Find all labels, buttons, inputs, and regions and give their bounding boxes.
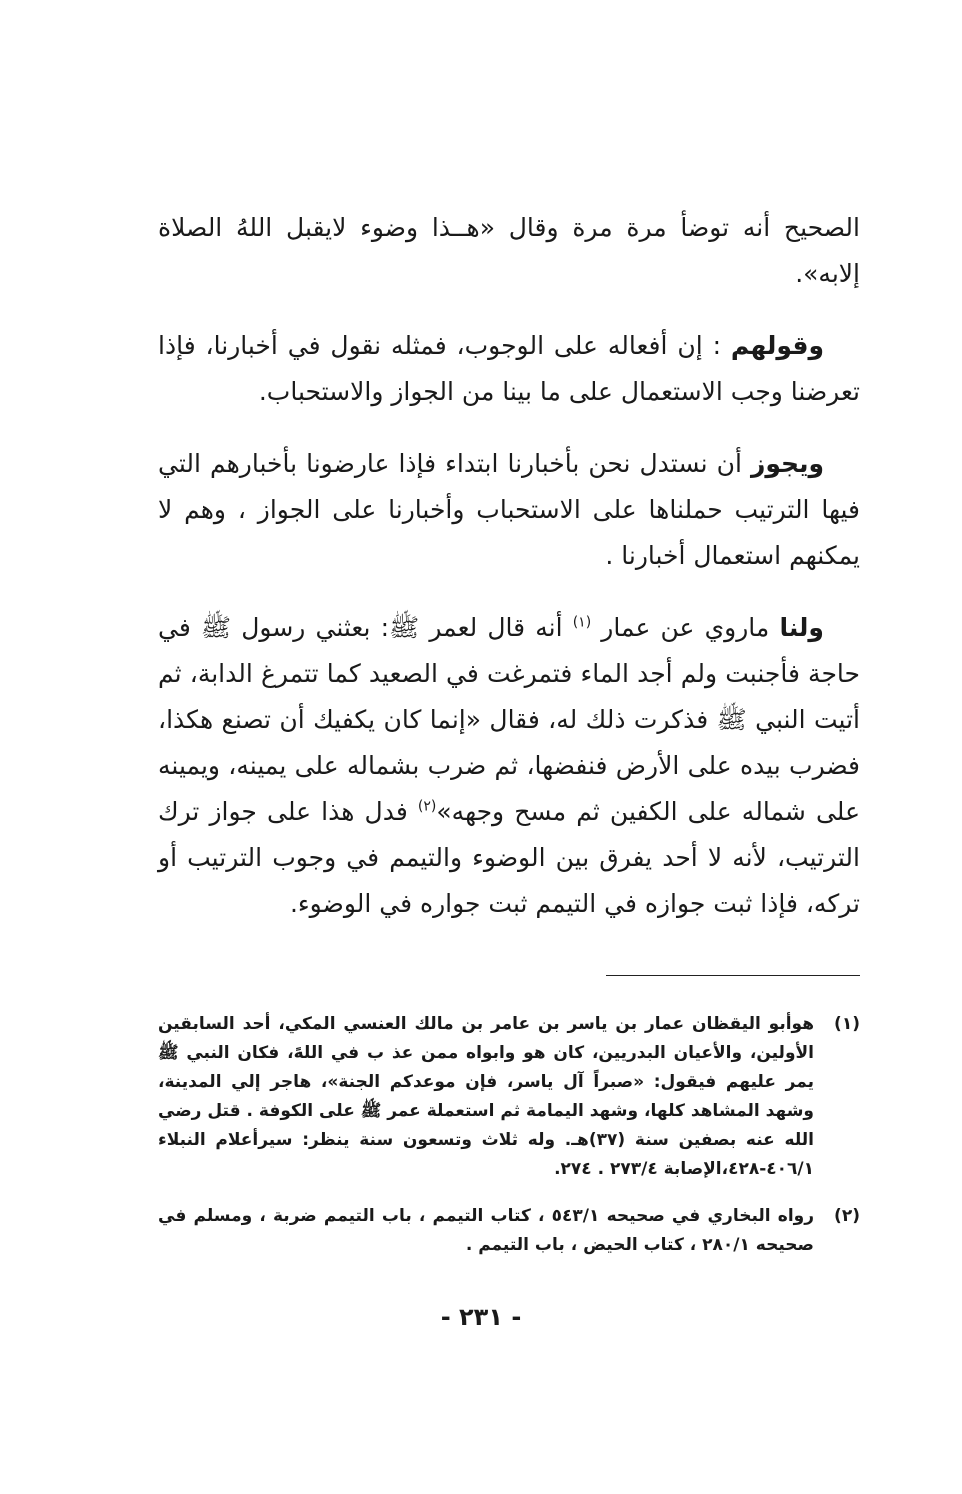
paragraph-3-lead: ويجوز <box>750 449 824 478</box>
paragraph-4-text-c: فدل هذا على جواز ترك الترتيب، لأنه لا أحد يفرق بين الوضوء والتيمم في وجوب الترتيب أو تركه، فإذا ثبت جوازه في التيمم ثبت جواره في الوضوء. <box>158 797 860 918</box>
paragraph-1-text: الصحيح أنه توضأ مرة مرة وقال «هــذا وضوء لايقبل اللهُ الصلاة إلابه». <box>158 213 860 288</box>
paragraph-1 <box>158 205 860 297</box>
paragraph-2 <box>158 323 860 415</box>
footnote-ref-2: (٢) <box>417 798 437 815</box>
footnote-2-number: (٢) <box>834 1206 860 1226</box>
footnote-1 <box>158 1010 860 1184</box>
paragraph-4 <box>158 605 860 927</box>
page-number: - ٢٣١ - <box>440 1303 522 1331</box>
footnote-1-text: هوأبو اليقظان عمار بن ياسر بن عامر بن مالك العنسي المكي، أحد السابقين الأولين، والأعيان البدريين، كان هو وابواه ممن عذ ب في اللهً، فكان النبي ﷺ يمر عليهم فيقول: «صبراً آل ياسر، فإن موعدكم الجنة»، هاجر إلي المدينة، وشهد المشاهد كلها، وشهد اليمامة ثم استعملة عمر ﷺ على الكوفة . قتل رضي الله عنه بصفين سنة (٣٧)هـ. وله ثلاث وتسعون سنة ينظر: سيرأعلام النبلاء ٤٠٦/١-٤٢٨،الإصابة ٢٧٣/٤ . ٢٧٤. <box>158 1014 814 1179</box>
paragraph-3-text: أن نستدل نحن بأخبارنا ابتداء فإذا عارضونا بأخبارهم التي فيها الترتيب حملناها على الاستحباب وأخبارنا على الجواز ، وهم لا يمكنهم استعمال أخبارنا . <box>158 449 860 570</box>
footnote-2-text: رواه البخاري في صحيحه ٥٤٣/١ ، كتاب التيمم ، باب التيمم ضربة ، ومسلم في صحيحه ٢٨٠/١ ، كتاب الحيض ، باب التيمم . <box>158 1206 814 1255</box>
paragraph-4-lead: ولنا <box>779 613 824 642</box>
footnote-1-number: (١) <box>834 1014 860 1034</box>
paragraph-2-lead: وقولهم <box>730 331 824 360</box>
footnote-2 <box>158 1202 860 1260</box>
main-text <box>158 205 860 953</box>
footnote-ref-1: (١) <box>572 614 592 631</box>
paragraph-4-text-b: أنه قال لعمر ﷺ: بعثني رسول ﷺ في حاجة فأجنبت ولم أجد الماء فتمرغت في الصعيد كما تتمرغ الدابة، ثم أتيت النبي ﷺ فذكرت ذلك له، فقال «إنما كان يكفيك أن تصنع هكذا، فضرب بيده على الأرض فنفضها، ثم ضرب بشماله على يمينه، ويمينه على شماله على الكفين ثم مسح وجهه» <box>158 613 861 826</box>
paragraph-3 <box>158 441 860 579</box>
paragraph-4-text-a: ماروي عن عمار <box>591 613 780 642</box>
footnote-divider <box>606 975 860 976</box>
footnotes <box>158 1010 860 1278</box>
paragraph-2-text: : إن أفعاله على الوجوب، فمثله نقول في أخبارنا، فإذا تعرضنا وجب الاستعمال على ما بينا من الجواز والاستحباب. <box>158 331 860 406</box>
